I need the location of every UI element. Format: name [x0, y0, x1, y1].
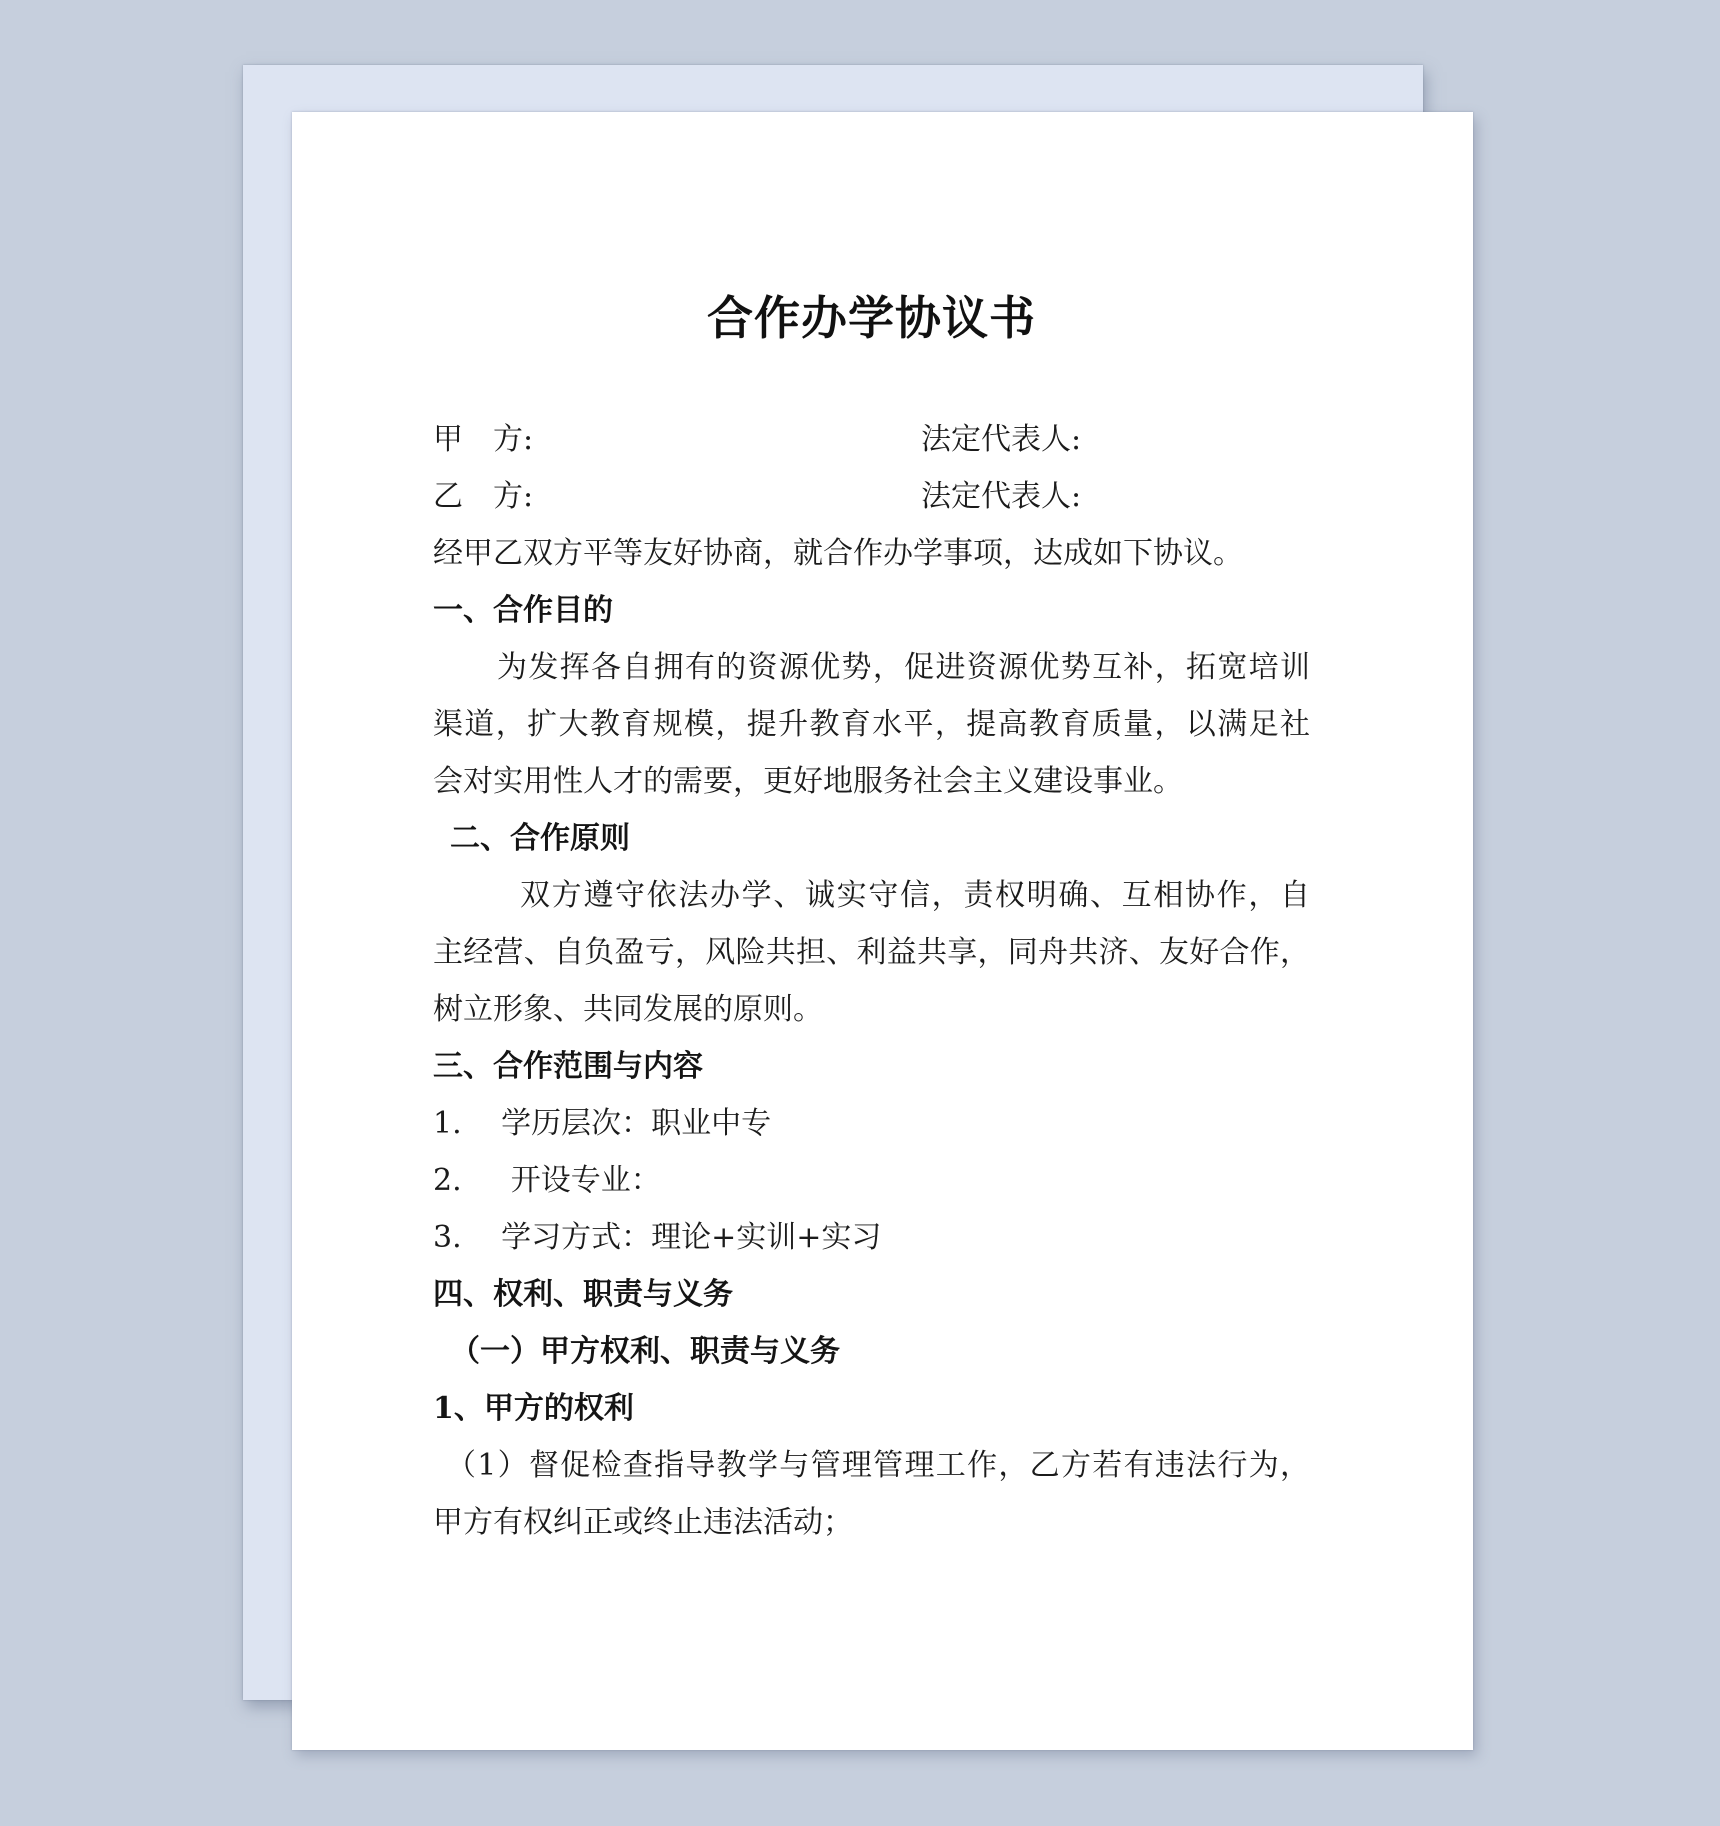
- list-item-education-level: 1. 学历层次：职业中专: [433, 1106, 772, 1141]
- para-principle-line-3: 树立形象、共同发展的原则。: [433, 992, 823, 1027]
- para-rights-line-1: （1）督促检查指导教学与管理管理工作，乙方若有违法行为，: [446, 1448, 1310, 1483]
- para-purpose-line-2: 渠道，扩大教育规模，提升教育水平，提高教育质量，以满足社: [433, 707, 1310, 742]
- intro-line: 经甲乙双方平等友好协商，就合作办学事项，达成如下协议。: [433, 536, 1243, 571]
- heading-section-4-1: （一）甲方权利、职责与义务: [450, 1334, 840, 1369]
- party-a-rep-label: 法定代表人:: [921, 422, 1082, 457]
- heading-section-1: 一、合作目的: [433, 593, 613, 628]
- para-principle-line-2: 主经营、自负盈亏，风险共担、利益共享，同舟共济、友好合作，: [433, 935, 1310, 970]
- list-item-study-mode: 3. 学习方式：理论+实训+实习: [433, 1220, 882, 1255]
- party-a-label: 甲 方:: [433, 422, 534, 457]
- document-title: 合作办学协议书: [707, 291, 1036, 345]
- list-item-majors: 2. 开设专业：: [433, 1163, 661, 1198]
- party-a-row: [433, 411, 1310, 468]
- heading-section-4: 四、权利、职责与义务: [433, 1277, 733, 1312]
- party-b-label: 乙 方:: [433, 479, 534, 514]
- party-b-row: [433, 468, 1310, 525]
- para-principle-line-1: 双方遵守依法办学、诚实守信，责权明确、互相协作，自: [520, 878, 1310, 913]
- party-b-rep-label: 法定代表人:: [921, 479, 1082, 514]
- para-purpose-line-1: 为发挥各自拥有的资源优势，促进资源优势互补，拓宽培训: [497, 650, 1310, 685]
- heading-party-a-rights: 1、甲方的权利: [433, 1391, 634, 1426]
- heading-section-2: 二、合作原则: [450, 821, 630, 856]
- para-purpose-line-3: 会对实用性人才的需要，更好地服务社会主义建设事业。: [433, 764, 1183, 799]
- document-body: [292, 411, 1473, 1551]
- heading-section-3: 三、合作范围与内容: [433, 1049, 703, 1084]
- para-rights-line-2: 甲方有权纠正或终止违法活动；: [433, 1505, 853, 1540]
- document-page: [292, 112, 1473, 1750]
